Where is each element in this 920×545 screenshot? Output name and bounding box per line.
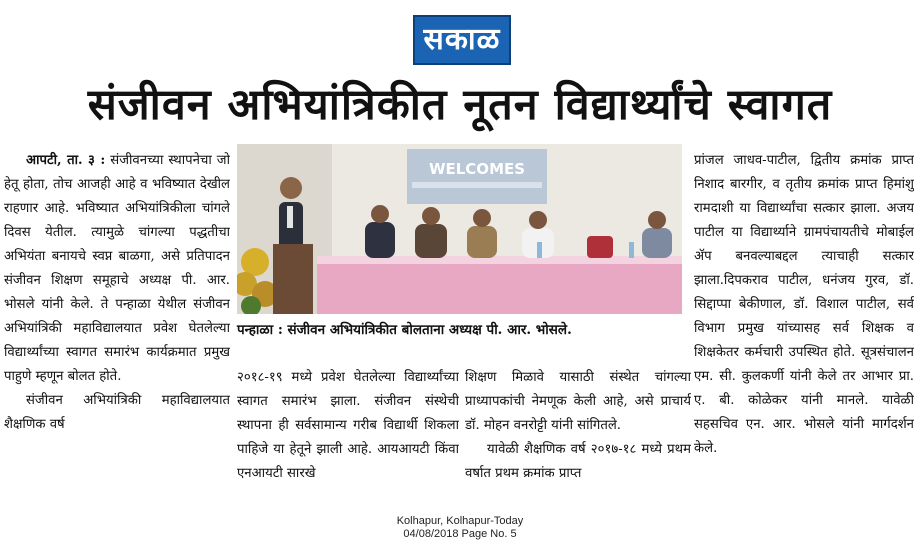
article-paragraph: प्रांजल जाधव-पाटील, द्वितीय क्रमांक प्राप्त निशाद बारगीर, व तृतीय क्रमांक प्राप्त हिमांशु रामदाशी या विद्यार्थ्यांचा सत्कार झाला. अजय पाटील या विद्यार्थ्याने ग्रामपंचायतीचे मोबाईल ॲप बनवल्याबद्दल त्याचाही सत्कार झाला.दिपकराव पाटील, धनंजय गुरव, डॉ. सिद्दाप्पा बेकीणाल, डॉ. विशाल पाटील, सर्व विभाग प्रमुख यांच्यासह सर्व शिक्षक व शिक्षकेतर कर्मचारी उपस्थित होते. सूत्रसंचालन एम. सी. कुलकर्णी यांनी केले तर आभार प्रा. ए. बी. कोळेकर यांनी मानले. यावेळी सहसचिव एन. आर. भोसले यांनी मार्गदर्शन केले.: [694, 153, 914, 456]
article-column-3: [465, 366, 691, 511]
article-column-1: [4, 149, 230, 511]
date-page-label: 04/08/2018 Page No. 5: [403, 528, 517, 540]
event-photo-image: [237, 144, 682, 314]
dateline: आपटी, ता. ३ :: [26, 153, 106, 168]
article-column-2: [237, 366, 459, 511]
article-column-4: [694, 149, 914, 511]
article-headline: संजीवन अभियांत्रिकीत नूतन विद्यार्थ्यांचे स्वागत: [87, 80, 833, 130]
welcome-banner-text: WELCOMES: [428, 160, 526, 178]
paragraph-text: संजीवनच्या स्थापनेचा जो हेतू होता, तोच आजही आहे व भविष्यात देखील राहणार आहे. भविष्यात अभियांत्रिकीला चांगले दिवस येतील. त्यामुळे चांगल्या पद्धतीचा अभियंता बनायचे स्वप्न बाळगा, असे प्रतिपादन संजीवन शिक्षण समूहाचे अध्यक्ष पी. आर. भोसले यांनी केले. ते पन्हाळा येथील संजीवन अभियांत्रिकी महाविद्यालयात प्रवेश घेतलेल्या विद्यार्थ्यांच्या स्वागत समारंभ कार्यक्रमात प्रमुख पाहुणे म्हणून बोलत होते.: [4, 153, 230, 384]
article-paragraph: संजीवन अभियांत्रिकी महाविद्यालयात शैक्षणिक वर्ष: [4, 393, 230, 432]
article-paragraph: [4, 149, 230, 389]
article-paragraph: शिक्षण मिळावे यासाठी संस्थेत चांगल्या प्राध्यापकांची नेमणूक केली आहे, असे प्राचार्य डॉ. मोहन वनरोट्टी यांनी सांगितले.: [465, 370, 691, 433]
photo-caption: पन्हाळा : संजीवन अभियांत्रिकीत बोलताना अध्यक्ष पी. आर. भोसले.: [237, 322, 572, 338]
edition-label: Kolhapur, Kolhapur-Today: [396, 515, 524, 527]
event-photo: [237, 144, 682, 314]
article-paragraph: यावेळी शैक्षणिक वर्ष २०१७-१८ मध्ये प्रथम वर्षात प्रथम क्रमांक प्राप्त: [465, 442, 691, 481]
logo-text: सकाळ: [423, 22, 501, 57]
sakal-logo: [413, 15, 511, 65]
clipping-footer: [360, 515, 560, 541]
article-paragraph: २०१८-१९ मध्ये प्रवेश घेतलेल्या विद्यार्थ्यांच्या स्वागत समारंभ झाला. संजीवन संस्थेची स्थापना ही सर्वसामान्य गरीब विद्यार्थी शिकला पाहिजे या हेतूने झाली आहे. आयआयटी किंवा एनआयटी सारखे: [237, 370, 459, 481]
